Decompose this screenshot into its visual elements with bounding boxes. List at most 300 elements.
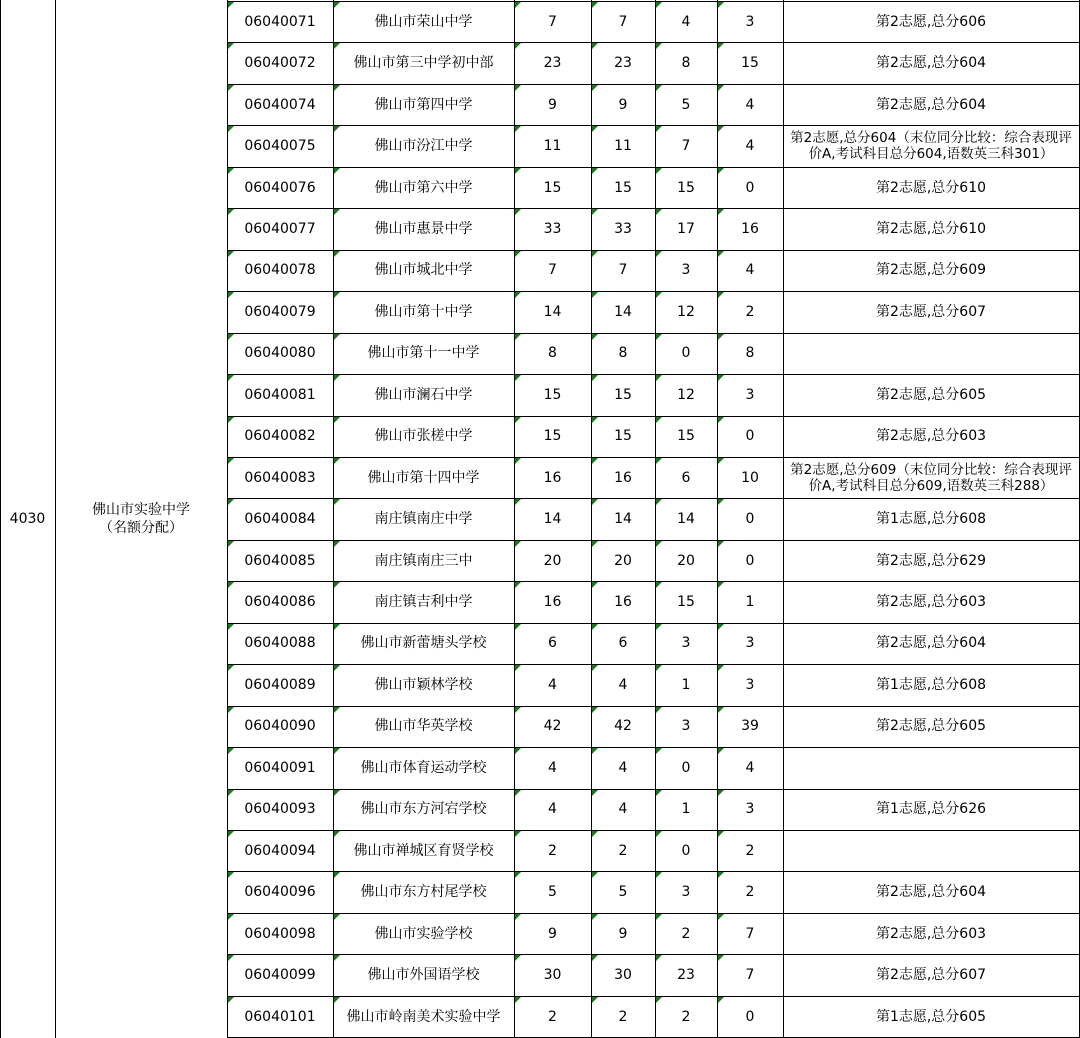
- group-school-note: （名额分配）: [99, 520, 183, 536]
- plan-count-cell: [514, 42, 591, 83]
- school-code-cell: [227, 1, 333, 42]
- remaining-count-cell: [717, 540, 783, 581]
- school-name: 佛山市荣山中学: [374, 13, 473, 30]
- admitted-count-cell: [655, 374, 717, 415]
- admission-note-cell: [783, 954, 1079, 995]
- school-code-cell: [227, 250, 333, 291]
- school-code: 06040090: [244, 718, 316, 735]
- cell-marker-icon: [515, 790, 521, 796]
- remaining-count-cell: [717, 208, 783, 249]
- enrolled-plan: 16: [614, 594, 632, 611]
- admission-note-cell: [783, 913, 1079, 954]
- grid-line-horizontal: [227, 125, 1079, 126]
- enrolled-plan: 4: [618, 676, 628, 693]
- group-code: 4030: [9, 511, 46, 527]
- school-name-cell: [333, 664, 514, 705]
- admitted-count: 3: [681, 635, 691, 652]
- admission-note-cell: [783, 457, 1079, 498]
- group-school-cell: [55, 0, 227, 1038]
- plan-count: 15: [543, 386, 562, 403]
- plan-count: 11: [543, 138, 562, 155]
- cell-marker-icon: [656, 85, 662, 91]
- school-name-cell: [333, 871, 514, 912]
- plan-count-cell: [514, 167, 591, 208]
- admitted-count-cell: [655, 996, 717, 1037]
- enrolled-plan-cell: [591, 623, 655, 664]
- cell-marker-icon: [228, 251, 234, 257]
- cell-marker-icon: [334, 417, 340, 423]
- admitted-count: 14: [677, 511, 695, 528]
- cell-marker-icon: [334, 2, 340, 8]
- enrolled-plan: 14: [614, 511, 632, 528]
- grid-line-horizontal: [227, 789, 1079, 790]
- cell-marker-icon: [228, 417, 234, 423]
- plan-count-cell: [514, 1, 591, 42]
- plan-count: 8: [548, 345, 557, 362]
- school-name-cell: [333, 581, 514, 622]
- plan-count-cell: [514, 747, 591, 788]
- cell-marker-icon: [592, 872, 598, 878]
- cell-marker-icon: [592, 790, 598, 796]
- grid-line-horizontal: [227, 84, 1079, 85]
- admission-note: 第2志愿,总分603: [875, 594, 987, 611]
- admitted-count-cell: [655, 208, 717, 249]
- grid-line-vertical: [333, 0, 334, 1038]
- admitted-count-cell: [655, 913, 717, 954]
- grid-line-vertical: [55, 0, 56, 1038]
- school-code: 06040098: [244, 925, 316, 942]
- cell-marker-icon: [656, 334, 662, 340]
- cell-marker-icon: [334, 251, 340, 257]
- cell-marker-icon: [656, 707, 662, 713]
- grid-line-vertical: [783, 0, 784, 1038]
- cell-marker-icon: [656, 665, 662, 671]
- cell-marker-icon: [228, 209, 234, 215]
- remaining-count: 0: [745, 552, 755, 569]
- school-code-cell: [227, 125, 333, 166]
- grid-line-vertical: [0, 0, 1, 1038]
- cell-marker-icon: [592, 831, 598, 837]
- admission-note: 第2志愿,总分605: [875, 386, 987, 403]
- cell-marker-icon: [515, 582, 521, 588]
- school-code: 06040101: [244, 1008, 316, 1025]
- school-name-cell: [333, 208, 514, 249]
- remaining-count: 3: [745, 13, 755, 30]
- admitted-count: 1: [681, 801, 691, 818]
- plan-count: 6: [548, 635, 557, 652]
- enrolled-plan-cell: [591, 830, 655, 871]
- remaining-count: 4: [745, 262, 755, 279]
- remaining-count-cell: [717, 996, 783, 1037]
- plan-count-cell: [514, 84, 591, 125]
- admitted-count: 3: [681, 884, 691, 901]
- cell-marker-icon: [515, 872, 521, 878]
- admission-note-cell: [783, 498, 1079, 539]
- admitted-count-cell: [655, 42, 717, 83]
- cell-marker-icon: [656, 292, 662, 298]
- cell-marker-icon: [228, 2, 234, 8]
- remaining-count-cell: [717, 1, 783, 42]
- school-name-cell: [333, 416, 514, 457]
- enrolled-plan-cell: [591, 208, 655, 249]
- remaining-count-cell: [717, 250, 783, 291]
- enrolled-plan-cell: [591, 42, 655, 83]
- remaining-count: 2: [745, 884, 755, 901]
- admitted-count-cell: [655, 250, 717, 291]
- school-code: 06040082: [244, 428, 316, 445]
- school-code: 06040080: [244, 345, 316, 362]
- remaining-count: 4: [745, 759, 755, 776]
- plan-count-cell: [514, 374, 591, 415]
- grid-line-horizontal: [227, 706, 1079, 707]
- admission-note: 第1志愿,总分605: [875, 1008, 987, 1025]
- cell-marker-icon: [718, 168, 724, 174]
- cell-marker-icon: [334, 790, 340, 796]
- admitted-count: 6: [681, 469, 691, 486]
- school-code: 06040074: [244, 96, 316, 113]
- enrolled-plan-cell: [591, 996, 655, 1037]
- school-code: 06040076: [244, 179, 316, 196]
- enrolled-plan: 7: [618, 13, 628, 30]
- cell-marker-icon: [592, 707, 598, 713]
- admission-note: 第2志愿,总分604: [875, 55, 987, 72]
- enrolled-plan-cell: [591, 291, 655, 332]
- cell-marker-icon: [228, 914, 234, 920]
- school-name: 佛山市第四中学: [374, 96, 473, 113]
- school-name: 佛山市第十一中学: [367, 345, 480, 362]
- admitted-count-cell: [655, 167, 717, 208]
- admitted-count: 3: [681, 718, 691, 735]
- plan-count: 7: [548, 262, 557, 279]
- school-name: 佛山市华英学校: [374, 718, 473, 735]
- school-name: 佛山市外国语学校: [367, 967, 480, 984]
- cell-marker-icon: [515, 2, 521, 8]
- cell-marker-icon: [656, 997, 662, 1003]
- group-code-cell: [0, 0, 55, 1038]
- school-name-cell: [333, 789, 514, 830]
- school-code: 06040088: [244, 635, 316, 652]
- school-code-cell: [227, 747, 333, 788]
- remaining-count-cell: [717, 374, 783, 415]
- cell-marker-icon: [228, 997, 234, 1003]
- cell-marker-icon: [228, 665, 234, 671]
- admission-note: 第2志愿,总分609（末位同分比较：综合表现评价A,考试科目总分609,语数英三科288）: [790, 461, 1072, 494]
- cell-marker-icon: [228, 334, 234, 340]
- school-code-cell: [227, 208, 333, 249]
- cell-marker-icon: [592, 624, 598, 630]
- admitted-count-cell: [655, 416, 717, 457]
- plan-count-cell: [514, 291, 591, 332]
- plan-count: 4: [548, 759, 557, 776]
- school-name: 佛山市东方河宕学校: [360, 801, 487, 818]
- enrolled-plan: 42: [614, 718, 632, 735]
- school-name: 佛山市岭南美术实验中学: [346, 1008, 501, 1025]
- admission-note-cell: [783, 42, 1079, 83]
- grid-line-horizontal: [227, 996, 1079, 997]
- cell-marker-icon: [718, 85, 724, 91]
- cell-marker-icon: [718, 665, 724, 671]
- cell-marker-icon: [656, 582, 662, 588]
- admitted-count: 15: [677, 594, 695, 611]
- plan-count-cell: [514, 954, 591, 995]
- grid-line-horizontal: [227, 871, 1079, 872]
- school-code: 06040099: [244, 967, 316, 984]
- admission-note-cell: [783, 208, 1079, 249]
- cell-marker-icon: [515, 292, 521, 298]
- cell-marker-icon: [228, 126, 234, 132]
- admitted-count: 0: [681, 759, 691, 776]
- cell-marker-icon: [228, 43, 234, 49]
- plan-count-cell: [514, 416, 591, 457]
- school-code: 06040072: [244, 55, 316, 72]
- remaining-count: 1: [745, 594, 755, 611]
- cell-marker-icon: [592, 292, 598, 298]
- remaining-count-cell: [717, 416, 783, 457]
- admitted-count: 0: [681, 345, 691, 362]
- school-code-cell: [227, 42, 333, 83]
- admission-note-cell: [783, 333, 1079, 374]
- cell-marker-icon: [334, 872, 340, 878]
- remaining-count-cell: [717, 706, 783, 747]
- cell-marker-icon: [515, 251, 521, 257]
- plan-count: 9: [548, 96, 557, 113]
- cell-marker-icon: [228, 831, 234, 837]
- school-code-cell: [227, 333, 333, 374]
- school-name: 佛山市新蕾塘头学校: [360, 635, 487, 652]
- admission-note-cell: [783, 871, 1079, 912]
- enrolled-plan: 20: [614, 552, 632, 569]
- group-school-name: 佛山市实验中学: [92, 502, 190, 518]
- school-code: 06040079: [244, 303, 316, 320]
- admitted-count: 15: [677, 428, 695, 445]
- admission-note: 第2志愿,总分607: [875, 303, 987, 320]
- cell-marker-icon: [334, 168, 340, 174]
- cell-marker-icon: [656, 831, 662, 837]
- school-name: 佛山市城北中学: [374, 262, 473, 279]
- cell-marker-icon: [656, 541, 662, 547]
- cell-marker-icon: [334, 914, 340, 920]
- admission-note-cell: [783, 1, 1079, 42]
- cell-marker-icon: [334, 707, 340, 713]
- cell-marker-icon: [718, 790, 724, 796]
- enrolled-plan: 9: [618, 96, 628, 113]
- cell-marker-icon: [656, 209, 662, 215]
- cell-marker-icon: [656, 872, 662, 878]
- school-name-cell: [333, 747, 514, 788]
- school-code: 06040091: [244, 759, 316, 776]
- cell-marker-icon: [592, 582, 598, 588]
- remaining-count: 3: [745, 635, 755, 652]
- cell-marker-icon: [515, 541, 521, 547]
- school-name: 佛山市张槎中学: [374, 428, 473, 445]
- admitted-count: 12: [677, 303, 695, 320]
- grid-line-horizontal: [227, 250, 1079, 251]
- admission-note: 第2志愿,总分604: [875, 635, 987, 652]
- cell-marker-icon: [515, 997, 521, 1003]
- school-code-cell: [227, 457, 333, 498]
- grid-line-horizontal: [227, 540, 1079, 541]
- school-code: 06040081: [244, 386, 316, 403]
- remaining-count: 0: [745, 511, 755, 528]
- grid-line-horizontal: [227, 913, 1079, 914]
- cell-marker-icon: [515, 831, 521, 837]
- plan-count-cell: [514, 250, 591, 291]
- admission-note-cell: [783, 706, 1079, 747]
- plan-count: 15: [543, 428, 562, 445]
- cell-marker-icon: [334, 292, 340, 298]
- enrolled-plan-cell: [591, 706, 655, 747]
- school-name-cell: [333, 84, 514, 125]
- cell-marker-icon: [718, 375, 724, 381]
- cell-marker-icon: [592, 168, 598, 174]
- school-name: 佛山市澜石中学: [374, 386, 473, 403]
- admission-note: 第2志愿,总分629: [875, 552, 987, 569]
- enrolled-plan: 15: [614, 179, 632, 196]
- enrolled-plan-cell: [591, 954, 655, 995]
- cell-marker-icon: [592, 209, 598, 215]
- remaining-count-cell: [717, 664, 783, 705]
- cell-marker-icon: [718, 458, 724, 464]
- school-code-cell: [227, 830, 333, 871]
- cell-marker-icon: [515, 458, 521, 464]
- enrolled-plan-cell: [591, 333, 655, 374]
- plan-count-cell: [514, 664, 591, 705]
- school-code-cell: [227, 871, 333, 912]
- admitted-count-cell: [655, 125, 717, 166]
- cell-marker-icon: [656, 126, 662, 132]
- school-code-cell: [227, 954, 333, 995]
- enrolled-plan: 15: [614, 386, 632, 403]
- grid-line-horizontal: [227, 747, 1079, 748]
- remaining-count: 3: [745, 386, 755, 403]
- plan-count-cell: [514, 706, 591, 747]
- school-code: 06040084: [244, 511, 316, 528]
- school-code-cell: [227, 84, 333, 125]
- school-code-cell: [227, 913, 333, 954]
- plan-count-cell: [514, 871, 591, 912]
- grid-line-horizontal: [227, 416, 1079, 417]
- cell-marker-icon: [515, 624, 521, 630]
- school-code: 06040089: [244, 676, 316, 693]
- school-name-cell: [333, 333, 514, 374]
- remaining-count: 0: [745, 179, 755, 196]
- school-name-cell: [333, 374, 514, 415]
- cell-marker-icon: [592, 955, 598, 961]
- grid-line-vertical: [514, 0, 515, 1038]
- plan-count-cell: [514, 498, 591, 539]
- school-name: 佛山市惠景中学: [374, 220, 473, 237]
- cell-marker-icon: [592, 914, 598, 920]
- enrolled-plan: 30: [614, 967, 632, 984]
- school-code: 06040077: [244, 220, 316, 237]
- plan-count: 5: [548, 884, 557, 901]
- grid-line-vertical: [227, 0, 228, 1038]
- remaining-count: 7: [745, 967, 755, 984]
- grid-line-horizontal: [227, 208, 1079, 209]
- admission-note: 第1志愿,总分608: [875, 676, 987, 693]
- remaining-count-cell: [717, 954, 783, 995]
- cell-marker-icon: [515, 748, 521, 754]
- remaining-count-cell: [717, 457, 783, 498]
- admitted-count-cell: [655, 291, 717, 332]
- cell-marker-icon: [334, 43, 340, 49]
- cell-marker-icon: [228, 955, 234, 961]
- school-name: 佛山市颖林学校: [374, 676, 473, 693]
- admitted-count-cell: [655, 623, 717, 664]
- enrolled-plan-cell: [591, 374, 655, 415]
- admission-note: 第2志愿,总分603: [875, 428, 987, 445]
- remaining-count-cell: [717, 498, 783, 539]
- cell-marker-icon: [515, 85, 521, 91]
- enrolled-plan-cell: [591, 457, 655, 498]
- remaining-count-cell: [717, 125, 783, 166]
- cell-marker-icon: [334, 458, 340, 464]
- admission-note: 第2志愿,总分604: [875, 96, 987, 113]
- enrolled-plan: 16: [614, 469, 632, 486]
- remaining-count-cell: [717, 42, 783, 83]
- cell-marker-icon: [515, 209, 521, 215]
- admission-note-cell: [783, 167, 1079, 208]
- cell-marker-icon: [515, 955, 521, 961]
- cell-marker-icon: [592, 43, 598, 49]
- enrolled-plan-cell: [591, 871, 655, 912]
- cell-marker-icon: [718, 624, 724, 630]
- school-name: 佛山市第十中学: [374, 303, 473, 320]
- school-name-cell: [333, 250, 514, 291]
- remaining-count: 10: [741, 469, 759, 486]
- cell-marker-icon: [515, 665, 521, 671]
- grid-line-horizontal: [227, 374, 1079, 375]
- admitted-count: 20: [677, 552, 695, 569]
- school-code: 06040078: [244, 262, 316, 279]
- enrolled-plan: 15: [614, 428, 632, 445]
- admitted-count-cell: [655, 1, 717, 42]
- plan-count: 14: [543, 511, 562, 528]
- school-code-cell: [227, 623, 333, 664]
- admitted-count-cell: [655, 954, 717, 995]
- grid-line-horizontal: [227, 664, 1079, 665]
- remaining-count-cell: [717, 333, 783, 374]
- enrolled-plan: 4: [618, 759, 628, 776]
- admitted-count: 17: [677, 220, 695, 237]
- school-name-cell: [333, 954, 514, 995]
- grid-line-vertical: [717, 0, 718, 1038]
- cell-marker-icon: [718, 541, 724, 547]
- cell-marker-icon: [718, 582, 724, 588]
- cell-marker-icon: [656, 43, 662, 49]
- cell-marker-icon: [592, 541, 598, 547]
- remaining-count: 4: [745, 96, 755, 113]
- cell-marker-icon: [718, 831, 724, 837]
- grid-line-vertical: [655, 0, 656, 1038]
- school-name: 佛山市汾江中学: [374, 138, 473, 155]
- school-name: 佛山市禅城区育贤学校: [353, 842, 494, 859]
- school-code-cell: [227, 789, 333, 830]
- remaining-count: 0: [745, 428, 755, 445]
- enrolled-plan: 23: [614, 55, 632, 72]
- cell-marker-icon: [334, 541, 340, 547]
- cell-marker-icon: [592, 2, 598, 8]
- school-code: 06040086: [244, 594, 316, 611]
- admission-note: 第2志愿,总分606: [875, 13, 987, 30]
- cell-marker-icon: [334, 665, 340, 671]
- admitted-count: 4: [681, 13, 691, 30]
- admitted-count-cell: [655, 333, 717, 374]
- cell-marker-icon: [592, 375, 598, 381]
- school-code: 06040083: [244, 469, 316, 486]
- cell-marker-icon: [718, 997, 724, 1003]
- admission-note-cell: [783, 250, 1079, 291]
